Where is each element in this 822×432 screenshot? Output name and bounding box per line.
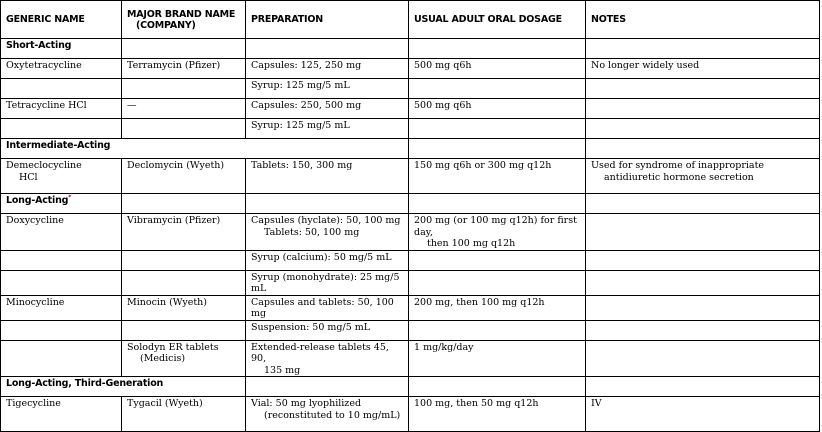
brand-name-line1: Solodyn ER tablets — [127, 341, 219, 353]
empty-cell — [1, 250, 122, 270]
preparation-cell: Capsules: 250, 500 mg — [246, 99, 409, 119]
dosage-cell — [409, 214, 586, 251]
dosage-cell: 100 mg, then 50 mg q12h — [409, 397, 586, 432]
empty-cell — [122, 250, 246, 270]
preparation-cell: Syrup (monohydrate): 25 mg/5 mL — [246, 270, 409, 295]
dosage-cell: 500 mg q6h — [409, 99, 586, 119]
section-title-text: Long-Acting — [6, 195, 69, 206]
notes-cell: No longer widely used — [586, 59, 820, 79]
empty-cell — [586, 119, 820, 139]
empty-cell — [1, 320, 122, 340]
empty-cell — [246, 377, 409, 397]
notes-cell: IV — [586, 397, 820, 432]
generic-name-cell: Oxytetracycline — [1, 59, 122, 79]
empty-cell — [586, 194, 820, 214]
empty-cell — [409, 139, 586, 159]
preparation-cell: Capsules: 125, 250 mg — [246, 59, 409, 79]
empty-cell — [246, 139, 409, 159]
dosage-line2: then 100 mg q12h — [427, 238, 516, 249]
notes-cell — [586, 159, 820, 194]
empty-cell — [586, 270, 820, 295]
table-row — [1, 79, 820, 99]
section-row-short-acting — [1, 39, 820, 59]
empty-cell — [586, 214, 820, 251]
empty-cell — [122, 320, 246, 340]
brand-name-line2: (Medicis) — [140, 353, 186, 364]
generic-name-line1: Demeclocycline — [6, 160, 82, 171]
dosage-cell: 200 mg, then 100 mg q12h — [409, 295, 586, 320]
brand-name-cell: Minocin (Wyeth) — [122, 295, 246, 320]
header-row — [1, 1, 820, 39]
table-row — [1, 59, 820, 79]
header-notes: NOTES — [586, 1, 820, 39]
header-brand-line2: (COMPANY) — [136, 20, 196, 31]
empty-cell — [586, 99, 820, 119]
empty-cell — [122, 39, 246, 59]
preparation-cell — [246, 214, 409, 251]
header-dosage: USUAL ADULT ORAL DOSAGE — [409, 1, 586, 39]
header-generic-name: GENERIC NAME — [1, 1, 122, 39]
empty-cell — [409, 320, 586, 340]
empty-cell — [586, 295, 820, 320]
dosage-cell: 150 mg q6h or 300 mg q12h — [409, 159, 586, 194]
section-row-long-acting — [1, 194, 820, 214]
empty-cell — [246, 194, 409, 214]
table-row — [1, 119, 820, 139]
table-row — [1, 340, 820, 377]
empty-cell — [409, 194, 586, 214]
empty-cell — [122, 79, 246, 99]
empty-cell — [409, 119, 586, 139]
table-row — [1, 214, 820, 251]
header-brand-line1: MAJOR BRAND NAME — [127, 8, 236, 20]
empty-cell — [122, 194, 246, 214]
empty-cell — [409, 79, 586, 99]
brand-name-cell: — — [122, 99, 246, 119]
brand-name-cell: Declomycin (Wyeth) — [122, 159, 246, 194]
empty-cell — [1, 270, 122, 295]
empty-cell — [586, 377, 820, 397]
empty-cell — [409, 270, 586, 295]
preparation-cell: Syrup: 125 mg/5 mL — [246, 119, 409, 139]
table-row — [1, 250, 820, 270]
preparation-line1: Extended-release tablets 45, 90, — [251, 341, 389, 364]
empty-cell — [586, 139, 820, 159]
empty-cell — [586, 250, 820, 270]
empty-cell — [409, 377, 586, 397]
brand-name-cell: Tygacil (Wyeth) — [122, 397, 246, 432]
section-row-intermediate-acting — [1, 139, 820, 159]
generic-name-cell: Tetracycline HCl — [1, 99, 122, 119]
preparation-line2: 135 mg — [264, 364, 301, 376]
empty-cell — [1, 119, 122, 139]
section-title: Long-Acting, Third-Generation — [1, 377, 246, 397]
empty-cell — [122, 270, 246, 295]
brand-name-cell — [122, 340, 246, 377]
empty-cell — [246, 39, 409, 59]
brand-name-cell: Terramycin (Pfizer) — [122, 59, 246, 79]
generic-name-cell: Minocycline — [1, 295, 122, 320]
section-title: Short-Acting — [1, 39, 122, 59]
empty-cell — [1, 340, 122, 377]
preparation-cell — [246, 340, 409, 377]
empty-cell — [586, 340, 820, 377]
table-row — [1, 295, 820, 320]
dosage-cell: 500 mg q6h — [409, 59, 586, 79]
empty-cell — [1, 79, 122, 99]
preparation-line2: Tablets: 50, 100 mg — [264, 226, 360, 238]
section-title — [1, 194, 122, 214]
empty-cell — [586, 39, 820, 59]
table-row — [1, 320, 820, 340]
table-row — [1, 397, 820, 432]
empty-cell — [409, 250, 586, 270]
preparation-cell: Suspension: 50 mg/5 mL — [246, 320, 409, 340]
preparation-cell — [246, 397, 409, 432]
empty-cell — [586, 320, 820, 340]
header-brand-name — [122, 1, 246, 39]
footnote-marker: * — [68, 193, 72, 201]
generic-name-cell: Tigecycline — [1, 397, 122, 432]
generic-name-cell — [1, 159, 122, 194]
section-row-third-generation — [1, 377, 820, 397]
preparation-cell: Syrup (calcium): 50 mg/5 mL — [246, 250, 409, 270]
empty-cell — [122, 119, 246, 139]
generic-name-cell: Doxycycline — [1, 214, 122, 251]
table-row — [1, 270, 820, 295]
dosage-line1: 200 mg (or 100 mg q12h) for first day, — [414, 215, 577, 238]
notes-line1: Used for syndrome of inappropriate — [591, 160, 765, 171]
notes-line2: antidiuretic hormone secretion — [604, 171, 754, 183]
generic-name-line2: HCl — [19, 171, 38, 183]
preparation-line2: (reconstituted to 10 mg/mL) — [264, 409, 401, 421]
section-title: Intermediate-Acting — [1, 139, 246, 159]
preparation-cell: Tablets: 150, 300 mg — [246, 159, 409, 194]
brand-name-cell: Vibramycin (Pfizer) — [122, 214, 246, 251]
empty-cell — [409, 39, 586, 59]
header-preparation: PREPARATION — [246, 1, 409, 39]
preparation-cell: Capsules and tablets: 50, 100 mg — [246, 295, 409, 320]
preparation-line1: Capsules (hyclate): 50, 100 mg — [251, 215, 401, 226]
preparation-cell: Syrup: 125 mg/5 mL — [246, 79, 409, 99]
table-row — [1, 159, 820, 194]
empty-cell — [586, 79, 820, 99]
table-row — [1, 99, 820, 119]
dosage-cell: 1 mg/kg/day — [409, 340, 586, 377]
preparation-line1: Vial: 50 mg lyophilized — [251, 398, 362, 409]
